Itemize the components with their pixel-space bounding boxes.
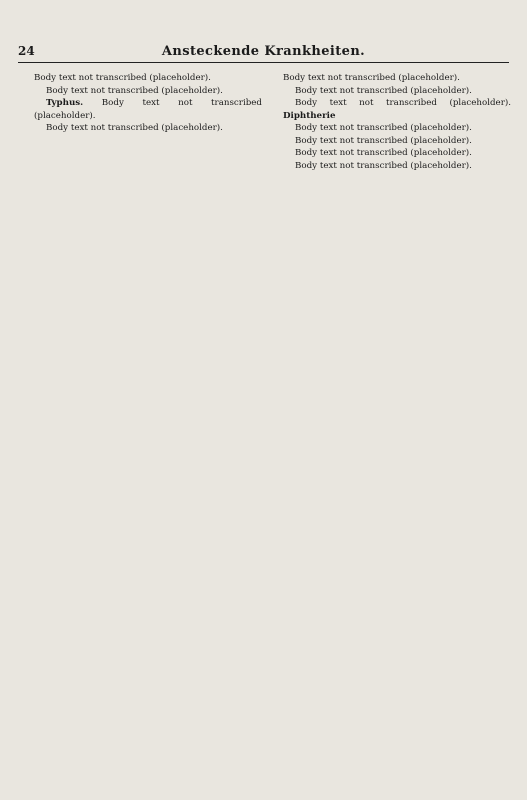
- right-column: [283, 72, 511, 172]
- right-paragraph-3: [283, 97, 511, 122]
- right-paragraph-7: Body text not transcribed (placeholder).: [295, 160, 472, 171]
- running-title: Ansteckende Krankheiten.: [161, 44, 366, 59]
- keyword-diphtherie: Diphtherie: [283, 110, 336, 121]
- right-paragraph-2: Body text not transcribed (placeholder).: [295, 85, 472, 96]
- left-paragraph-1: Body text not transcribed (placeholder).: [34, 73, 211, 83]
- keyword-typhus: Typhus.: [46, 98, 84, 109]
- right-paragraph-5: Body text not transcribed (placeholder).: [295, 135, 472, 146]
- left-paragraph-2: Body text not transcribed (placeholder).: [46, 85, 223, 96]
- page-header: [18, 44, 509, 62]
- right-paragraph-1: Body text not transcribed (placeholder).: [283, 73, 460, 83]
- right-paragraph-6: Body text not transcribed (placeholder).: [295, 148, 472, 159]
- left-paragraph-3: [34, 97, 262, 122]
- left-paragraph-4: Body text not transcribed (placeholder).: [46, 123, 223, 134]
- left-column: [34, 72, 262, 135]
- left-paragraph-3-text: Body text not transcribed (placeholder).: [34, 98, 262, 121]
- header-rule: [18, 62, 509, 63]
- page-number: 24: [18, 44, 35, 58]
- right-paragraph-3-text: Body text not transcribed (placeholder).: [295, 98, 511, 109]
- right-paragraph-4: Body text not transcribed (placeholder).: [295, 123, 472, 134]
